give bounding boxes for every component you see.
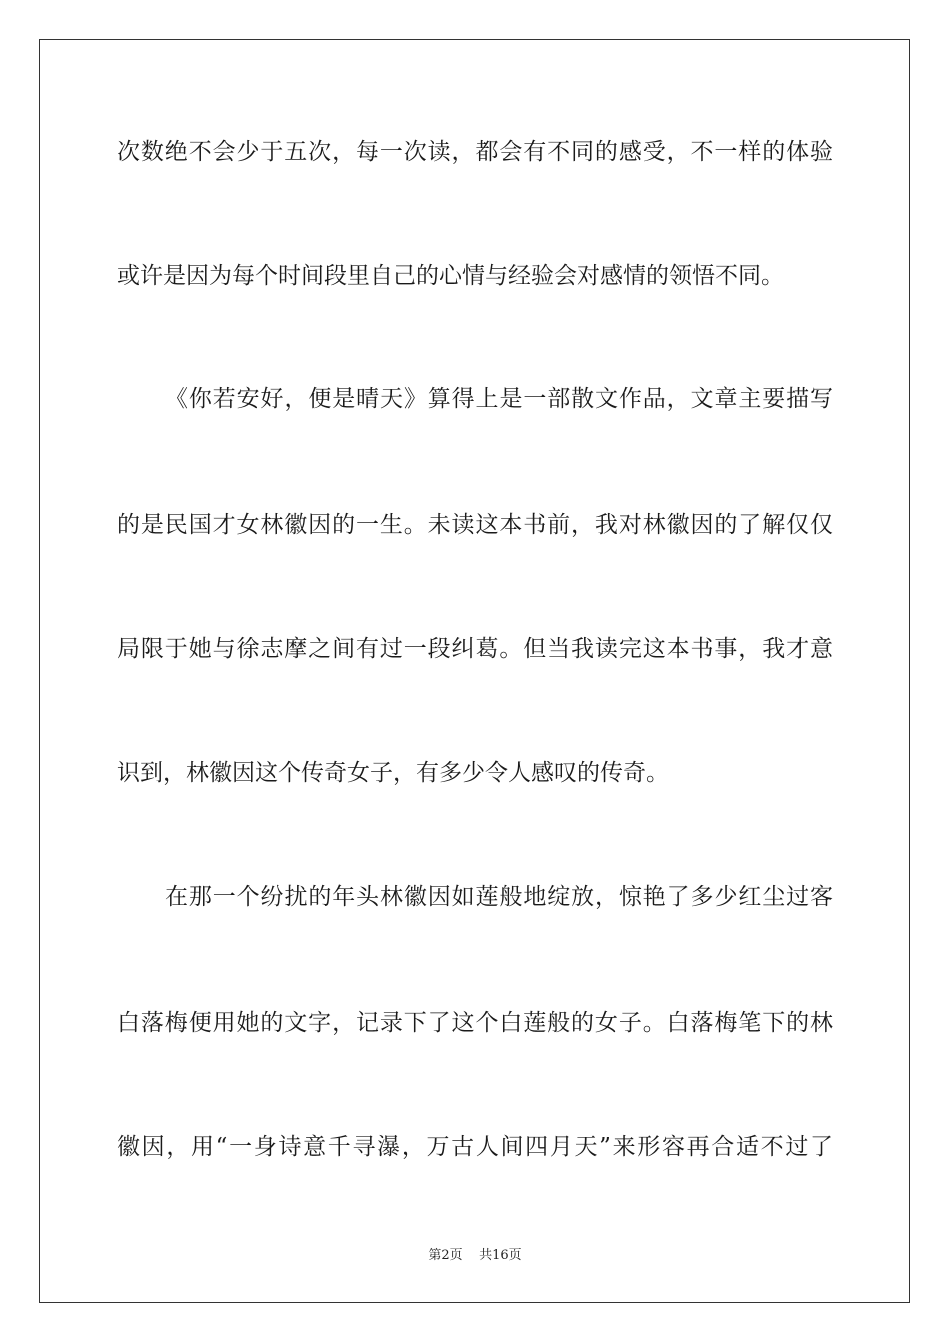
text-line-5: 局限于她与徐志摩之间有过一段纠葛。但当我读完这本书事，我才意 [117, 636, 833, 662]
page-number: 第2页 [428, 1248, 463, 1263]
paragraph-start-line: 《你若安好，便是晴天》算得上是一部散文作品，文章主要描写 [165, 386, 833, 412]
text-line-4: 的是民国才女林徽因的一生。未读这本书前，我对林徽因的了解仅仅 [117, 512, 833, 538]
text-line-2: 或许是因为每个时间段里自己的心情与经验会对感情的领悟不同。 [117, 263, 784, 289]
text-line-6: 识到，林徽因这个传奇女子，有多少令人感叹的传奇。 [117, 760, 669, 786]
page-total: 共16页 [479, 1248, 522, 1263]
page-border [39, 39, 910, 1303]
text-line-8: 白落梅便用她的文字，记录下了这个白莲般的女子。白落梅笔下的林 [117, 1010, 833, 1036]
page-footer [0, 1247, 950, 1265]
text-line-1: 次数绝不会少于五次，每一次读，都会有不同的感受，不一样的体验 [117, 139, 833, 165]
text-line-9: 徽因，用“一身诗意千寻瀑，万古人间四月天”来形容再合适不过了 [117, 1134, 833, 1160]
paragraph-start-line: 在那一个纷扰的年头林徽因如莲般地绽放，惊艳了多少红尘过客 [165, 884, 833, 910]
